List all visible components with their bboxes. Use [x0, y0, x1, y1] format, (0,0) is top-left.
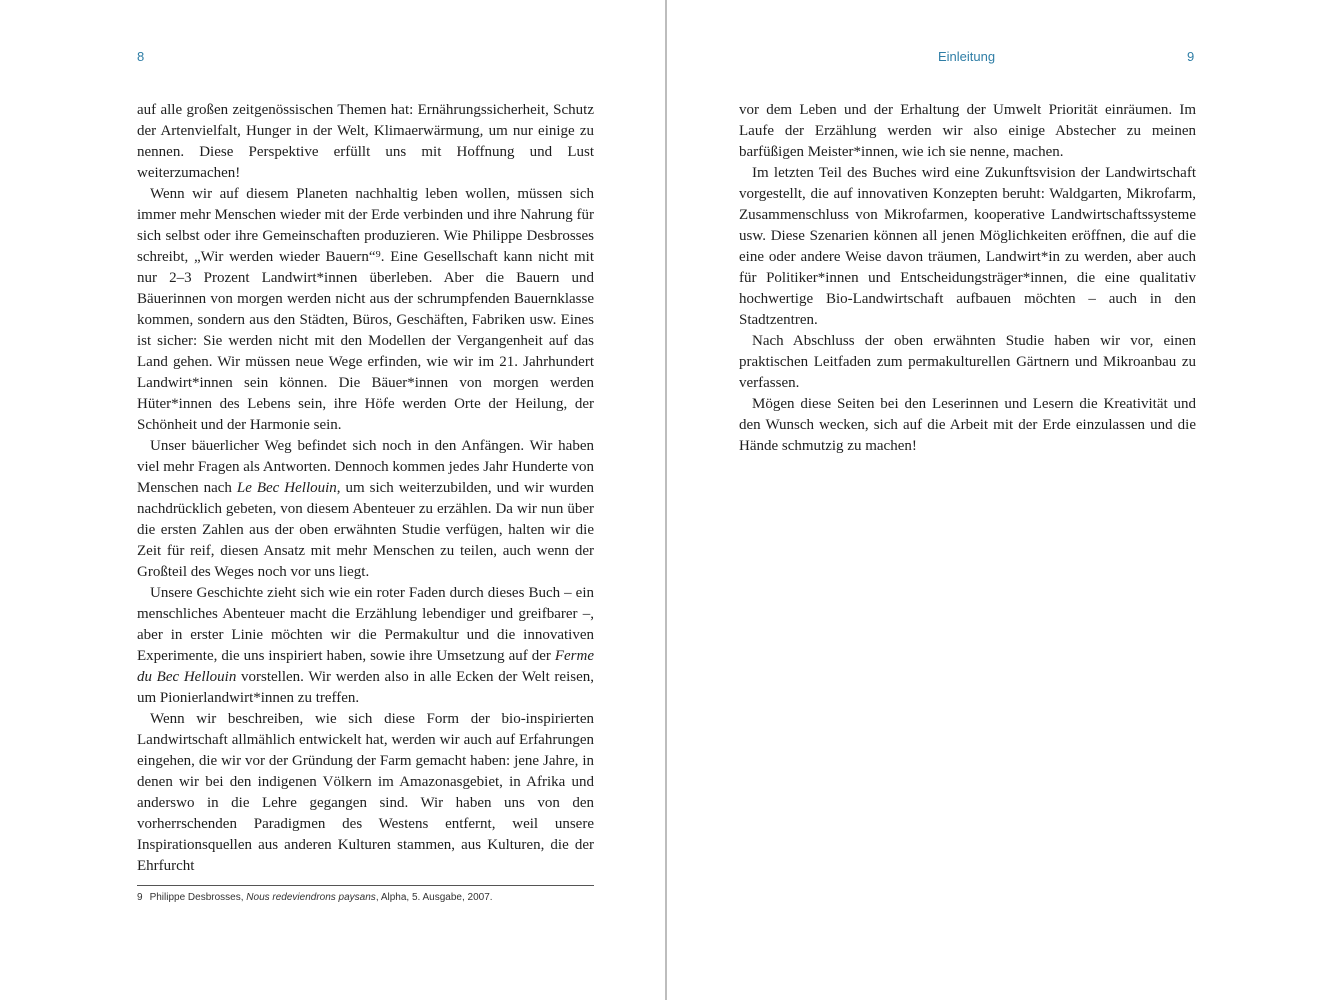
paragraph-text: Unsere Geschichte zieht sich wie ein roter Faden durch dieses Buch – ein menschliches Abenteuer macht die Erzählung lebendiger und greifbarer –, aber in erster Linie möchten wir die Permakultur und die innovativen Experimente, die uns inspiriert haben, sowie ihre Umsetzung auf der [137, 585, 594, 664]
paragraph [137, 583, 594, 709]
farm-name-italic: Ferme du Bec Hellouin [137, 648, 594, 685]
paragraph: vor dem Leben und der Erhaltung der Umwelt Priorität einräumen. Im Laufe der Erzählung werden wir also einige Abstecher zu meinen barfüßigen Meister*innen, wie ich sie nenne, machen. [739, 102, 1196, 160]
paragraph-text: vorstellen. Wir werden also in alle Ecken der Welt reisen, um Pionierlandwirt*innen zu treffen. [137, 669, 594, 706]
footnote-number: 9 [137, 892, 143, 903]
paragraph: Wenn wir beschreiben, wie sich diese Form der bio-inspirierten Landwirtschaft allmählich entwickelt hat, werden wir auch auf Erfahrungen eingehen, die wir vor der Gründung der Farm gemacht haben: jene Jahre, in denen wir bei den indigenen Völkern im Amazonasgebiet, in Afrika und anderswo in die Lehre gegangen sind. Wir haben uns von den vorherrschenden Paradigmen des Westens entfernt, weil unsere Inspirationsquellen aus anderen Kulturen stammen, aus Kulturen, die der Ehrfurcht [137, 711, 594, 874]
paragraph: Im letzten Teil des Buches wird eine Zukunftsvision der Landwirtschaft vorgestellt, die auf innovativen Konzepten beruht: Waldgarten, Mikrofarm, Zusammenschluss von Mikrofarmen, kooperative Landwirtschaftssysteme usw. Diese Szenarien können all jenen Möglichkeiten eröffnen, die auf die eine oder andere Weise davon träumen, Landwirt*in zu werden, aber auch für Politiker*innen und Entscheidungsträger*innen, die eine qualitativ hochwertige Bio-Landwirtschaft aufbauen möchten – auch in den Stadtzentren. [739, 165, 1196, 328]
paragraph-text: , um sich weiterzubilden, und wir wurden nachdrücklich gebeten, von diesem Abenteuer zu erzählen. Da wir nun über die ersten Zahlen aus der oben erwähnten Studie verfügen, halten wir die Zeit für reif, diesen Ansatz mit mehr Menschen zu teilen, auch wenn der Großteil des Weges noch vor uns liegt. [137, 480, 594, 580]
farm-name-italic: Le Bec Hellouin [236, 480, 337, 496]
page-gutter [665, 0, 667, 1000]
footnote-details: , Alpha, 5. Ausgabe, 2007. [375, 892, 493, 903]
right-page-number: 9 [1187, 49, 1195, 64]
paragraph: Nach Abschluss der oben erwähnten Studie haben wir vor, einen praktischen Leitfaden zum permakulturellen Gärtnern und Mikroanbau zu verfassen. [739, 333, 1196, 391]
paragraph: Mögen diese Seiten bei den Leserinnen und Lesern die Kreativität und den Wunsch wecken, sich auf die Arbeit mit der Erde einzulassen und die Hände schmutzig zu machen! [739, 396, 1196, 454]
paragraph: auf alle großen zeitgenössischen Themen hat: Ernährungssicherheit, Schutz der Artenvielfalt, Hunger in der Welt, Klimaerwärmung, um nur einige zu nennen. Diese Perspektive erfüllt uns mit Hoffnung und Lust weiterzumachen! [137, 102, 594, 181]
footnote-divider [137, 885, 594, 886]
footnote-title: Nous redeviendrons paysans [246, 892, 376, 903]
running-head: Einleitung [938, 49, 996, 64]
right-page-body [739, 100, 1196, 457]
footnote [137, 891, 657, 905]
left-page-number: 8 [137, 49, 145, 64]
paragraph-text: Unser bäuerlicher Weg befindet sich noch in den Anfängen. Wir haben viel mehr Fragen als Antworten. Dennoch kommen jedes Jahr Hunderte von Menschen nach [137, 438, 594, 496]
left-page-body [137, 100, 594, 877]
paragraph: Wenn wir auf diesem Planeten nachhaltig leben wollen, müssen sich immer mehr Menschen wieder mit der Erde verbinden und ihre Nahrung für sich selbst oder ihre Gemeinschaften produzieren. Wie Philippe Desbrosses schreibt, „Wir werden wieder Bauern“⁹. Eine Gesellschaft kann nicht mit nur 2–3 Prozent Landwirt*innen überleben. Aber die Bauern und Bäuerinnen von morgen werden nicht aus der schrumpfenden Bauernklasse kommen, sondern aus den Städten, Büros, Geschäften, Fabriken usw. Eines ist sicher: Sie werden nicht mit den Modellen der Vergangenheit auf das Land gehen. Wir müssen neue Wege erfinden, wie wir im 21. Jahrhundert Landwirt*innen sein können. Die Bäuer*innen von morgen werden Hüter*innen des Lebens sein, ihre Höfe werden Orte der Heilung, der Schönheit und der Harmonie sein. [137, 186, 594, 433]
footnote-author: Philippe Desbrosses, [149, 892, 247, 903]
paragraph [137, 436, 594, 583]
